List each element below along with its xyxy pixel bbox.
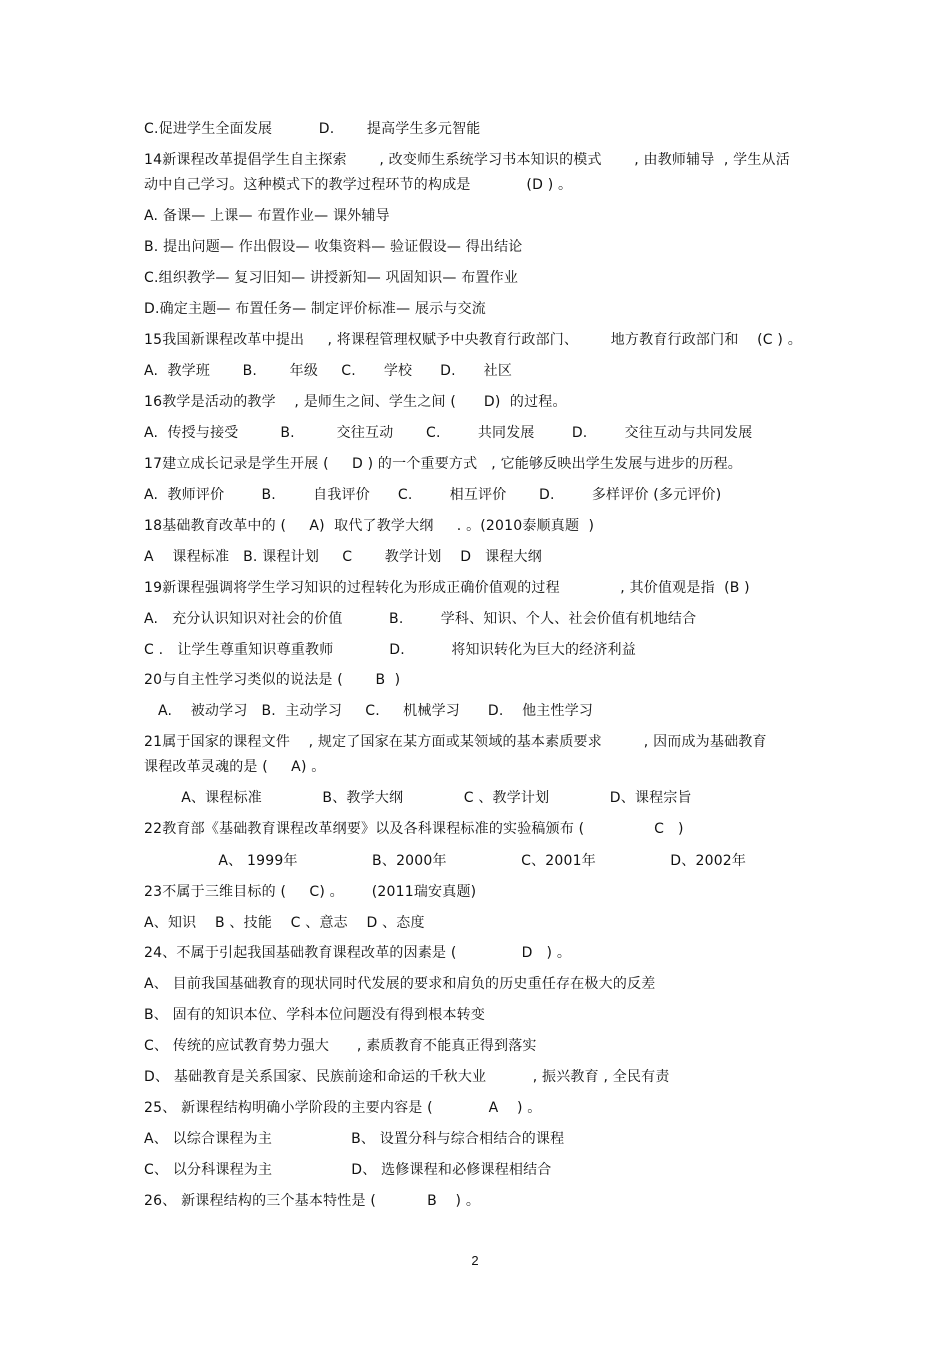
text-line: A 课程标准 B. 课程计划 C 教学计划 D 课程大纲 [144,549,542,565]
text-line: 14新课程改革提倡学生自主探索 , 改变师生系统学习书本知识的模式 , 由教师辅导 , 学生从活 [144,152,790,168]
text-line: A. 充分认识知识对社会的价值 B. 学科、知识、个人、社会价值有机地结合 [144,611,697,627]
page-number: 2 [471,1253,479,1268]
text-line: 动中自己学习。这种模式下的教学过程环节的构成是 (D ) 。 [144,177,573,193]
text-line: A、知识 B 、技能 C 、意志 D 、态度 [144,915,425,931]
text-line: 20与自主性学习类似的说法是 ( B ) [144,672,401,688]
text-line: 23不属于三维目标的 ( C) 。 (2011瑞安真题) [144,884,477,900]
text-line: 16教学是活动的教学 , 是师生之间、学生之间 ( D) 的过程。 [144,394,567,410]
text-line: A、 1999年 B、2000年 C、2001年 D、2002年 [144,853,747,869]
text-line: C.组织教学— 复习旧知— 讲授新知— 巩固知识— 布置作业 [144,270,519,286]
text-line: C . 让学生尊重知识尊重教师 D. 将知识转化为巨大的经济利益 [144,642,636,658]
text-line: 17建立成长记录是学生开展 ( D ) 的一个重要方式 , 它能够反映出学生发展与进步的历程。 [144,456,742,472]
text-line: A. 传授与接受 B. 交往互动 C. 共同发展 D. 交往互动与共同发展 [144,425,753,441]
text-line: 25、 新课程结构明确小学阶段的主要内容是 ( A ) 。 [144,1100,542,1116]
text-line: 22教育部《基础教育课程改革纲要》以及各科课程标准的实验稿颁布 ( C ) [144,821,684,837]
text-line: A、 目前我国基础教育的现状同时代发展的要求和肩负的历史重任存在极大的反差 [144,976,656,992]
text-line: C.促进学生全面发展 D. 提高学生多元智能 [144,121,481,137]
text-line: 26、 新课程结构的三个基本特性是 ( B ) 。 [144,1193,481,1209]
text-line: A. 备课— 上课— 布置作业— 课外辅导 [144,208,390,224]
text-line: 19新课程强调将学生学习知识的过程转化为形成正确价值观的过程 , 其价值观是指 (B ) [144,580,750,596]
text-line: A. 教学班 B. 年级 C. 学校 D. 社区 [144,363,513,379]
text-line: 21属于国家的课程文件 , 规定了国家在某方面或某领域的基本素质要求 , 因而成为基础教育 [144,734,767,750]
text-line: C、 以分科课程为主 D、 选修课程和必修课程相结合 [144,1162,552,1178]
text-line: A、 以综合课程为主 B、 设置分科与综合相结合的课程 [144,1131,565,1147]
text-line: D、 基础教育是关系国家、民族前途和命运的千秋大业 , 振兴教育 , 全民有责 [144,1069,670,1085]
text-line: A. 教师评价 B. 自我评价 C. 相互评价 D. 多样评价 (多元评价) [144,487,722,503]
text-line: A、课程标准 B、教学大纲 C 、教学计划 D、课程宗旨 [144,790,692,806]
text-line: 课程改革灵魂的是 ( A) 。 [144,759,326,775]
text-line: B、 固有的知识本位、学科本位问题没有得到根本转变 [144,1007,486,1023]
text-line: 18基础教育改革中的 ( A) 取代了教学大纲 . 。(2010泰顺真题 ) [144,518,595,534]
text-line: 15我国新课程改革中提出 , 将课程管理权赋予中央教育行政部门、 地方教育行政部门和 (C ) 。 [144,332,802,348]
text-line: D.确定主题— 布置任务— 制定评价标准— 展示与交流 [144,301,486,317]
text-line: C、 传统的应试教育势力强大 , 素质教育不能真正得到落实 [144,1038,537,1054]
text-line: 24、不属于引起我国基础教育课程改革的因素是 ( D ) 。 [144,945,572,961]
text-line: B. 提出问题— 作出假设— 收集资料— 验证假设— 得出结论 [144,239,523,255]
text-line: A. 被动学习 B. 主动学习 C. 机械学习 D. 他主性学习 [144,703,594,719]
